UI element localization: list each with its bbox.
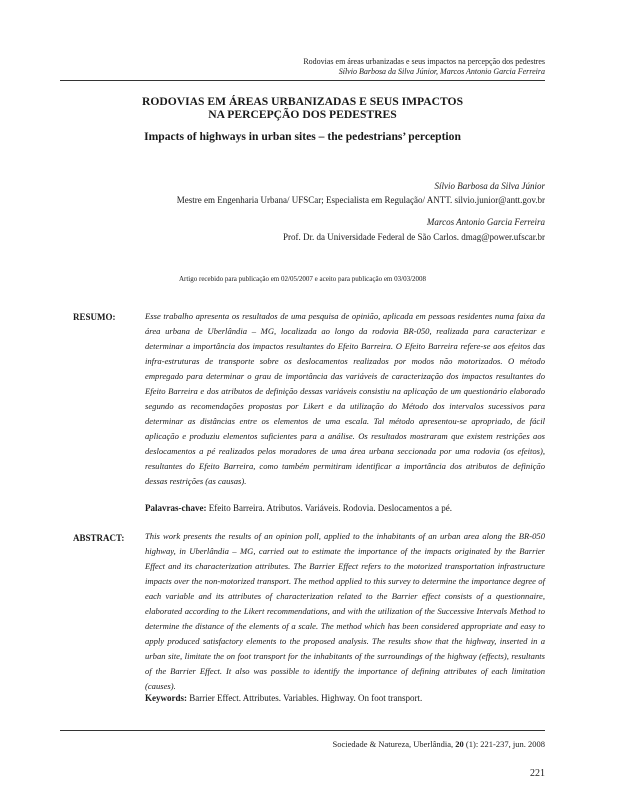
- received-note: Artigo recebido para publicação em 02/05/2007 e aceito para publicação em 03/03/2008: [178, 275, 427, 283]
- author-1-name: Sílvio Barbosa da Silva Júnior: [434, 181, 545, 191]
- header-rule: [60, 80, 545, 81]
- running-header-title: Rodovias em áreas urbanizadas e seus impactos na percepção dos pedestres: [303, 57, 545, 66]
- author-2-affiliation: Prof. Dr. da Universidade Federal de São Carlos. dmag@power.ufscar.br: [283, 232, 545, 242]
- title-pt-line-2: NA PERCEPÇÃO DOS PEDESTRES: [208, 108, 397, 121]
- footer-rule: [60, 730, 545, 731]
- footer-issue-pages: (1): 221-237, jun. 2008: [465, 739, 545, 749]
- footer-journal: Sociedade & Natureza, Uberlândia,: [332, 739, 454, 749]
- article-title-english: Impacts of highways in urban sites – the pedestrians’ perception: [144, 130, 461, 143]
- title-pt-line-1: RODOVIAS EM ÁREAS URBANIZADAS E SEUS IMPACTOS: [141, 95, 464, 108]
- running-header-authors: Sílvio Barbosa da Silva Júnior, Marcos Antonio Garcia Ferreira: [338, 67, 545, 76]
- resumo-keywords: [145, 502, 545, 514]
- resumo-keywords-list: Efeito Barreira. Atributos. Variáveis. Rodovia. Deslocamentos a pé.: [208, 503, 453, 513]
- abstract-keywords-label: Keywords:: [145, 693, 187, 703]
- author-2-name: Marcos Antonio Garcia Ferreira: [426, 217, 545, 227]
- abstract-keywords: [145, 692, 545, 704]
- author-1-affiliation: Mestre em Engenharia Urbana/ UFSCar; Especialista em Regulação/ ANTT. silvio.junior@antt.gov.br: [176, 195, 545, 205]
- abstract-text: This work presents the results of an opinion poll, applied to the inhabitants of an urban area along the BR-050 highway, in Uberlândia – MG, carried out to estimate the importance of the impacts originated by the Barrier Effect and its characterization attributes. The Barrier Effect refers to the motorized transportation infrastructure impacts over the non-motorized transport. The method applied to this survey to determine the importance degree of each variable and its attributes of characterization related to the Barrier effect consists of a questionnaire, elaborated according to the Likert recommendations, and with the utilization of the Successive Intervals Method to determine the distance of the elements of a scale. The method which has been considered appropriate and easy to apply produced satisfactory elements to the proposed analysis. The results show that the highway, inserted in a urban site, limitate the on foot transport for the inhabitants of the surroundings of the highway (effects), resultants of the Barrier Effect. It also was possible to identify the importance of defining attributes of each limitation (causes).: [145, 531, 545, 691]
- resumo-text: Esse trabalho apresenta os resultados de uma pesquisa de opinião, aplicada em pessoas residentes numa faixa da área urbana de Uberlândia – MG, localizada ao longo da rodovia BR-050, realizada para caracterizar e determinar a importância dos impactos resultantes do Efeito Barreira. O Efeito Barreira refere-se aos efeitos das infra-estruturas de transporte sobre os deslocamentos realizados por modos não motorizados. O método empregado para determinar o grau de importância das variáveis de caracterização dos impactos resultantes do Efeito Barreira e dos atributos de definição dessas variáveis consistiu na aplicação de um questionário elaborado segundo as recomendações propostas por Likert e da utilização do Método dos intervalos sucessivos para determinar as distâncias entre os elementos de uma escala. Tal método apresentou-se apropriado, de fácil aplicação e produziu elementos suficientes para a análise. Os resultados mostraram que existem restrições aos deslocamentos a pé realizados pelos moradores de uma área urbana seccionada por uma rodovia (os efeitos), resultantes do Efeito Barreira, como também permitiram identificar a importância dos atributos de definição dessas restrições (as causas).: [145, 311, 545, 486]
- abstract-keywords-list: Barrier Effect. Attributes. Variables. Highway. On foot transport.: [189, 693, 423, 703]
- resumo-keywords-label: Palavras-chave:: [145, 503, 207, 513]
- resumo-label: RESUMO:: [73, 312, 116, 322]
- footer-volume: 20: [455, 739, 464, 749]
- footer-citation: [60, 739, 545, 749]
- article-title-portuguese: [60, 95, 545, 121]
- abstract-label: ABSTRACT:: [73, 533, 125, 543]
- page-number: 221: [530, 768, 545, 779]
